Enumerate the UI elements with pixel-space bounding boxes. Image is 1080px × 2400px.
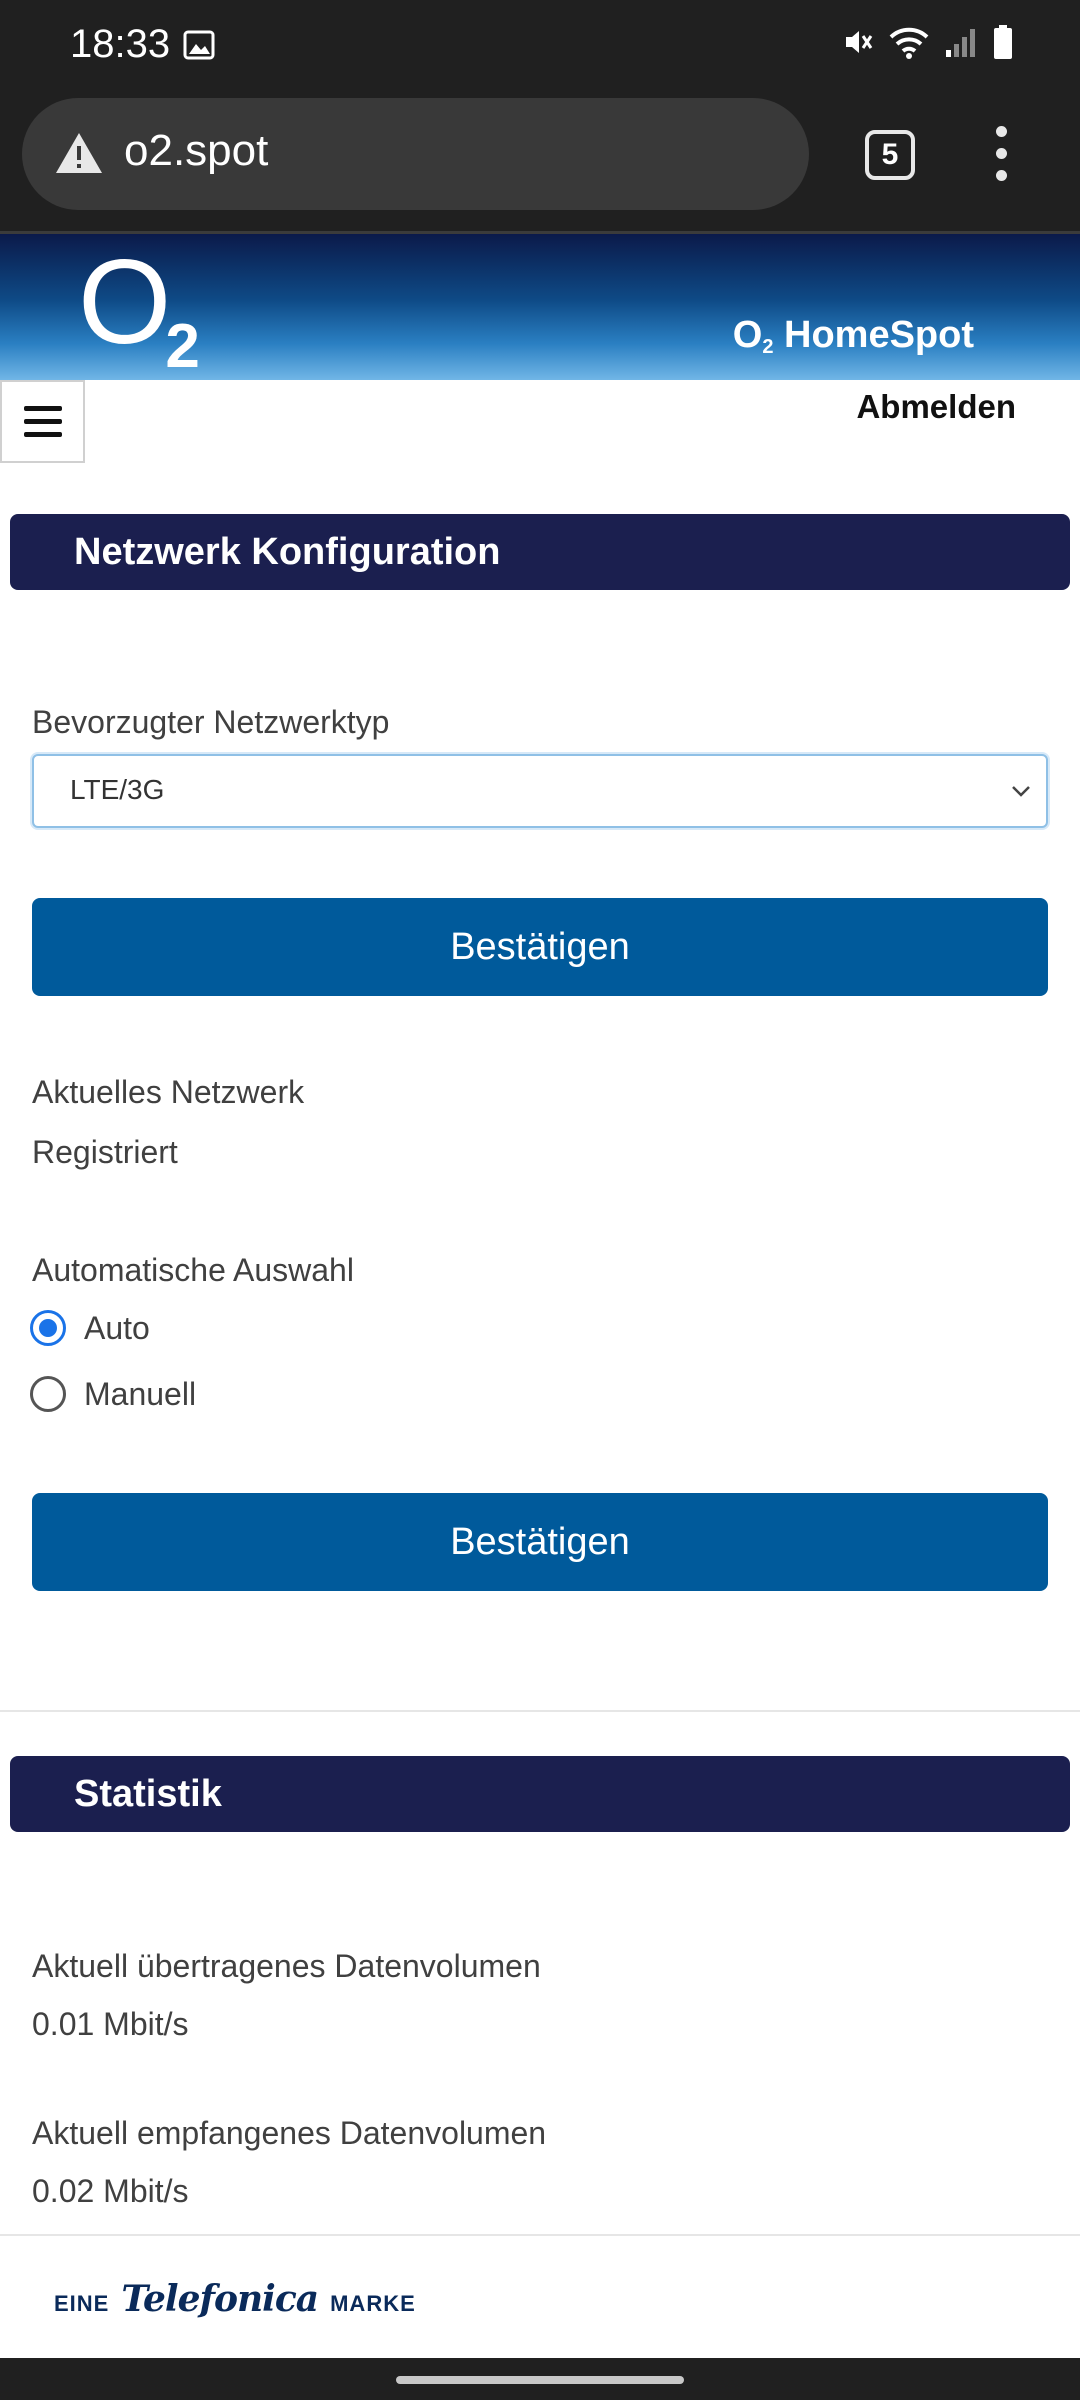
footer	[0, 2234, 1080, 2358]
radio-manual-label[interactable]: Manuell	[84, 1376, 197, 1412]
section-divider	[0, 1710, 1080, 1712]
network-config-header: Netzwerk Konfiguration	[10, 514, 1070, 590]
wifi-icon	[888, 25, 930, 59]
upload-value: 0.01 Mbit/s	[32, 2006, 189, 2042]
preferred-network-label: Bevorzugter Netzwerktyp	[32, 704, 390, 740]
product-title: O2 HomeSpot	[732, 314, 974, 358]
radio-auto[interactable]	[30, 1310, 66, 1346]
status-time: 18:33	[70, 22, 171, 66]
status-bar	[0, 0, 1080, 92]
status-icons	[842, 24, 1014, 60]
confirm-selection-button[interactable]: Bestätigen	[32, 1493, 1048, 1591]
confirm-network-type-button[interactable]: Bestätigen	[32, 898, 1048, 996]
logout-link[interactable]: Abmelden	[856, 388, 1016, 425]
browser-toolbar	[0, 92, 1080, 234]
site-header	[0, 234, 1080, 380]
upload-label: Aktuell übertragenes Datenvolumen	[32, 1948, 541, 1984]
battery-icon	[992, 24, 1014, 60]
current-network-value: Registriert	[32, 1134, 178, 1170]
radio-auto-label[interactable]: Auto	[84, 1310, 150, 1346]
chevron-down-icon	[1010, 780, 1032, 802]
statistics-header: Statistik	[10, 1756, 1070, 1832]
address-bar[interactable]	[22, 98, 809, 210]
radio-manual[interactable]	[30, 1376, 66, 1412]
url-text[interactable]: o2.spot	[124, 126, 269, 175]
auto-selection-label: Automatische Auswahl	[32, 1252, 354, 1288]
download-label: Aktuell empfangenes Datenvolumen	[32, 2115, 547, 2151]
network-type-select[interactable]	[32, 754, 1048, 828]
more-vert-icon[interactable]	[986, 126, 1016, 186]
tab-switcher-button[interactable]: 5	[865, 130, 915, 180]
signal-icon	[944, 26, 978, 58]
telefonica-brand-logo: EINE Telefonica MARKE	[54, 2278, 416, 2320]
network-type-value: LTE/3G	[70, 774, 165, 805]
gallery-icon	[183, 30, 215, 60]
warning-icon[interactable]	[54, 130, 104, 176]
mute-icon	[842, 26, 874, 58]
hamburger-icon[interactable]	[0, 380, 85, 463]
current-network-label: Aktuelles Netzwerk	[32, 1074, 305, 1110]
download-value: 0.02 Mbit/s	[32, 2173, 189, 2209]
home-gesture-handle[interactable]	[396, 2376, 684, 2384]
system-nav-bar	[0, 2358, 1080, 2400]
o2-logo[interactable]: $O_2$	[78, 235, 200, 381]
